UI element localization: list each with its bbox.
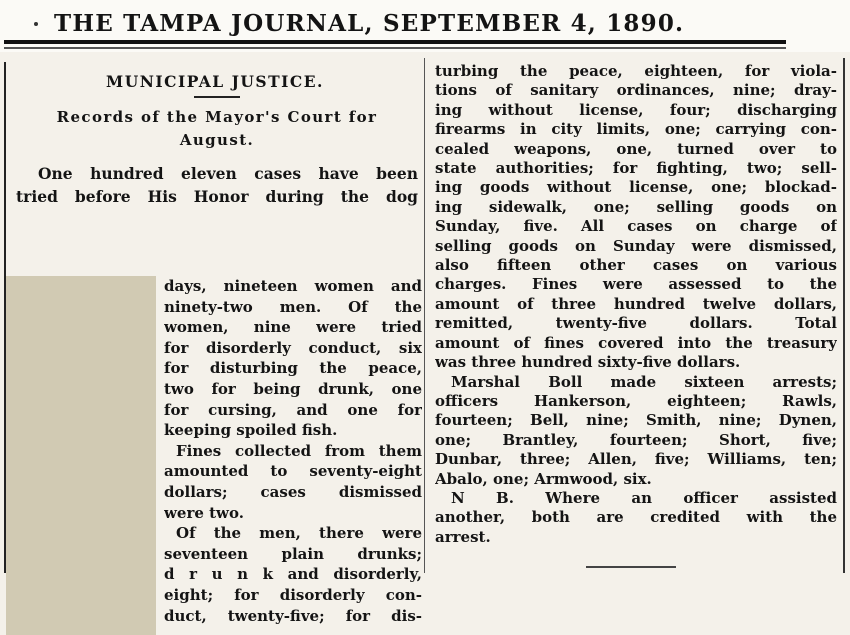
text-line: state authorities; for fighting, two; sell- xyxy=(435,159,837,178)
text-line: arrest. xyxy=(435,527,491,546)
text-line: ing sidewalk, one; selling goods on xyxy=(435,197,837,216)
text-line: selling goods on Sunday were dismissed, xyxy=(435,236,837,255)
article-end-rule xyxy=(586,566,676,568)
text-line: amount of fines covered into the treasury xyxy=(435,333,837,352)
text-line: ninety-two men. Of the xyxy=(164,297,422,316)
text-line: tried before His Honor during the dog xyxy=(16,187,418,206)
text-line: seventeen plain drunks; xyxy=(164,544,422,563)
text-line: firearms in city limits, one; carrying con- xyxy=(435,120,837,139)
text-line: was three hundred sixty-five dollars. xyxy=(435,353,741,372)
article-subhead xyxy=(16,106,418,152)
masthead-title: THE TAMPA JOURNAL, SEPTEMBER 4, 1890. xyxy=(54,10,685,37)
left-column xyxy=(4,62,424,625)
subhead-line: Records of the Mayor's Court for xyxy=(56,108,378,126)
masthead-rule-thin xyxy=(4,47,786,49)
text-line: turbing the peace, eighteen, for viola- xyxy=(435,62,837,80)
headline-rule xyxy=(194,96,240,98)
text-line: another, both are credited with the xyxy=(435,508,837,527)
text-line: Fines collected from them xyxy=(176,441,422,460)
text-line: Of the men, there were xyxy=(176,524,422,543)
ink-speck xyxy=(34,22,38,26)
text-line: Dunbar, three; Allen, five; Williams, ten; xyxy=(435,450,837,469)
intro-paragraph xyxy=(16,162,418,208)
text-line: Abalo, one; Armwood, six. xyxy=(435,469,652,488)
text-line: eight; for disorderly con- xyxy=(164,585,422,604)
text-line: one; Brantley, fourteen; Short, five; xyxy=(435,430,837,449)
text-line: two for being drunk, one xyxy=(164,379,422,398)
text-line: duct, twenty-five; for dis- xyxy=(164,606,422,625)
right-column xyxy=(424,58,845,573)
masthead xyxy=(0,0,850,52)
text-line: were two. xyxy=(164,503,244,522)
text-line: N B. Where an officer assisted xyxy=(451,488,837,507)
text-line: One hundred eleven cases have been xyxy=(38,164,418,183)
text-line: amount of three hundred twelve dollars, xyxy=(435,294,837,313)
text-line: for cursing, and one for xyxy=(164,400,422,419)
text-line: also fifteen other cases on various xyxy=(435,256,837,275)
image-placeholder xyxy=(6,276,156,635)
text-line: Marshal Boll made sixteen arrests; xyxy=(451,372,837,391)
text-line: women, nine were tried xyxy=(164,318,422,337)
text-line: tions of sanitary ordinances, nine; dray- xyxy=(435,81,837,100)
text-line: charges. Fines were assessed to the xyxy=(435,275,837,294)
narrow-column-text xyxy=(164,276,422,626)
text-line: amounted to seventy-eight xyxy=(164,462,422,481)
subhead-line: August. xyxy=(179,131,255,149)
text-line: fourteen; Bell, nine; Smith, nine; Dynen, xyxy=(435,411,837,430)
text-line: dollars; cases dismissed xyxy=(164,482,422,501)
text-line: officers Hankerson, eighteen; Rawls, xyxy=(435,391,837,410)
article-headline: MUNICIPAL JUSTICE. xyxy=(106,72,324,91)
text-line: remitted, twenty-five dollars. Total xyxy=(435,314,837,333)
text-line: cealed weapons, one, turned over to xyxy=(435,139,837,158)
text-line: Sunday, five. All cases on charge of xyxy=(435,217,837,236)
text-line: for disturbing the peace, xyxy=(164,359,422,378)
text-line: days, nineteen women and xyxy=(164,277,422,295)
text-line: ing goods without license, one; blockad- xyxy=(435,178,837,197)
text-line: d r u n k and disorderly, xyxy=(164,565,422,584)
text-line: ing without license, four; discharging xyxy=(435,100,837,119)
text-line: keeping spoiled fish. xyxy=(164,421,338,440)
text-line: for disorderly conduct, six xyxy=(164,338,422,357)
masthead-rule xyxy=(4,40,786,44)
right-column-text xyxy=(435,62,837,547)
